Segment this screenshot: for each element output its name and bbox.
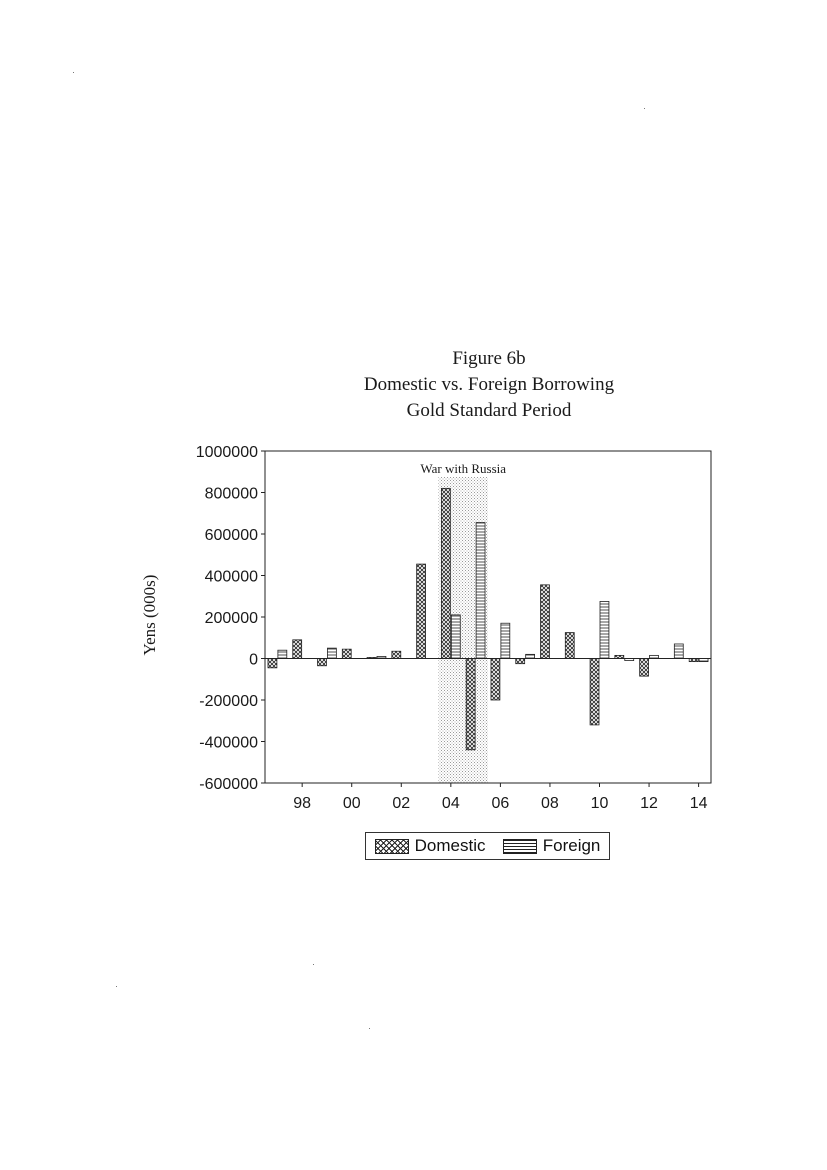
x-tick-label: 04 bbox=[441, 795, 460, 812]
bar-foreign-1905 bbox=[476, 523, 485, 659]
bar-foreign-1906 bbox=[501, 623, 510, 658]
bar-foreign-1910 bbox=[600, 601, 609, 658]
y-tick-label: 0 bbox=[249, 651, 258, 669]
bar-domestic-1900 bbox=[342, 649, 351, 658]
bar-foreign-1899 bbox=[327, 648, 336, 658]
bar-domestic-1909 bbox=[565, 633, 574, 659]
bar-foreign-1904 bbox=[451, 615, 460, 659]
y-tick-label: 600000 bbox=[204, 527, 258, 544]
x-tick-label: 00 bbox=[342, 795, 361, 812]
y-tick-label: -600000 bbox=[199, 776, 258, 793]
figure-title: Domestic vs. Foreign Borrowing bbox=[363, 374, 615, 395]
shaded-period-label: War with Russia bbox=[420, 461, 507, 476]
y-tick-label: 200000 bbox=[204, 610, 258, 627]
y-tick-label: -400000 bbox=[199, 734, 258, 752]
scan-speck bbox=[313, 964, 314, 965]
y-tick-label: -200000 bbox=[199, 693, 258, 710]
bar-domestic-1908 bbox=[541, 585, 550, 659]
bar-domestic-1904 bbox=[441, 488, 450, 658]
bar-domestic-1897 bbox=[268, 659, 277, 668]
bar-domestic-1905 bbox=[466, 659, 475, 750]
bar-domestic-1899 bbox=[318, 659, 327, 666]
bar-domestic-1910 bbox=[590, 659, 599, 725]
scan-speck bbox=[369, 1028, 370, 1029]
y-tick-label: 800000 bbox=[204, 485, 258, 503]
y-axis-label: Yens (000s) bbox=[140, 574, 159, 656]
x-tick-label: 02 bbox=[392, 795, 411, 812]
bar-domestic-1903 bbox=[417, 564, 426, 658]
scan-speck bbox=[644, 108, 645, 109]
legend-item-foreign bbox=[503, 836, 601, 856]
chart-legend bbox=[365, 832, 610, 860]
bar-foreign-1897 bbox=[278, 650, 287, 658]
bar-domestic-1898 bbox=[293, 640, 302, 659]
x-tick-label: 10 bbox=[590, 795, 609, 812]
scan-speck bbox=[116, 986, 117, 987]
scan-speck bbox=[73, 72, 74, 73]
legend-swatch-domestic bbox=[375, 839, 409, 854]
x-tick-label: 98 bbox=[293, 795, 312, 812]
figure-label: Figure 6b bbox=[452, 348, 526, 369]
bar-domestic-1902 bbox=[392, 651, 401, 658]
x-tick-label: 08 bbox=[541, 795, 559, 812]
legend-label-foreign: Foreign bbox=[542, 836, 601, 855]
bar-domestic-1912 bbox=[640, 659, 649, 677]
bar-foreign-1907 bbox=[526, 654, 535, 658]
legend-label-domestic: Domestic bbox=[414, 836, 486, 855]
legend-item-domestic bbox=[375, 836, 486, 856]
figure-subtitle: Gold Standard Period bbox=[406, 400, 572, 421]
x-tick-label: 12 bbox=[640, 795, 658, 812]
bar-domestic-1906 bbox=[491, 659, 500, 701]
x-tick-label: 06 bbox=[491, 795, 510, 812]
bar-foreign-1913 bbox=[674, 644, 683, 659]
bar-domestic-1907 bbox=[516, 659, 525, 664]
legend-swatch-foreign bbox=[503, 839, 537, 854]
y-tick-label: 1000000 bbox=[195, 444, 258, 461]
y-tick-label: 400000 bbox=[204, 568, 258, 586]
x-tick-label: 14 bbox=[689, 795, 708, 812]
